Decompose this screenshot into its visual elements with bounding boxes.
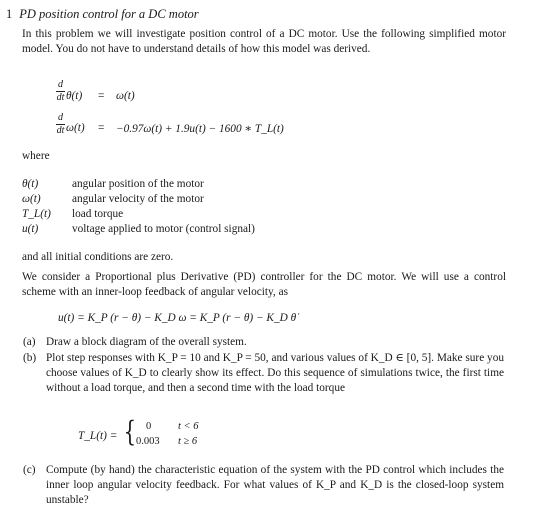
question-b-label: (b) <box>23 352 37 364</box>
case-2-value: 0.003 <box>136 436 160 447</box>
question-c <box>23 463 504 509</box>
intro-paragraph: In this problem we will investigate position control of a DC motor. Use the following simplified motor model. You do not have to understand details of how this model was derived. <box>22 28 506 56</box>
question-c-label: (c) <box>23 464 36 476</box>
question-a-text: Draw a block diagram of the overall system. <box>46 336 247 348</box>
model-eq-2-lhs: ω(t) <box>66 122 85 134</box>
def-symbol-u: u(t) <box>22 223 39 235</box>
control-scheme-paragraph: We consider a Proportional plus Derivative (PD) controller for the DC motor. We will use a control scheme with an inner-loop feedback of angular velocity, as <box>22 271 506 299</box>
def-symbol-load-torque: T_L(t) <box>22 208 51 220</box>
def-symbol-omega: ω(t) <box>22 193 41 205</box>
question-b <box>23 351 504 397</box>
section-title: PD position control for a DC motor <box>19 7 199 21</box>
section-heading <box>6 7 199 22</box>
def-desc-theta: angular position of the motor <box>72 178 204 190</box>
model-eq-1-rhs: ω(t) <box>116 90 135 102</box>
def-desc-u: voltage applied to motor (control signal) <box>72 223 255 235</box>
derivative-operator-1: d dt <box>56 79 65 103</box>
load-torque-lhs: T_L(t) = <box>78 430 118 442</box>
case-1-value: 0 <box>146 421 152 432</box>
question-b-text: Plot step responses with K_P = 10 and K_P = 50, and various values of K_D ∈ [0, 5]. Make sure you choose values of K_D to clearly show its effect. Do this sequence of simulations twice, the first time without a load torque, and then a second time with the load torque <box>46 352 504 395</box>
derivative-operator-2: d dt <box>56 112 65 136</box>
model-eq-2-equals: = <box>98 122 105 134</box>
question-a-label: (a) <box>23 336 36 348</box>
piecewise-brace: { <box>123 415 137 448</box>
def-desc-load-torque: load torque <box>72 208 124 220</box>
question-a <box>23 335 504 350</box>
model-eq-2-rhs: −0.97ω(t) + 1.9u(t) − 1600 ∗ T_L(t) <box>116 123 284 135</box>
where-label: where <box>22 150 50 162</box>
control-law-equation: u(t) = K_P (r − θ) − K_D ω = K_P (r − θ) − K_D θ̇ <box>58 312 297 324</box>
model-eq-1-lhs: θ(t) <box>66 90 83 102</box>
initial-conditions-text: and all initial conditions are zero. <box>22 251 174 263</box>
def-symbol-theta: θ(t) <box>22 178 39 190</box>
case-1-condition: t < 6 <box>178 421 199 432</box>
def-desc-omega: angular velocity of the motor <box>72 193 204 205</box>
model-eq-1-equals: = <box>98 90 105 102</box>
section-number: 1 <box>6 7 13 21</box>
question-c-text: Compute (by hand) the characteristic equation of the system with the PD control which includes the inner loop angular velocity feedback. For what values of K_P and K_D is the closed-loop system unstable? <box>46 464 504 507</box>
case-2-condition: t ≥ 6 <box>178 436 198 447</box>
